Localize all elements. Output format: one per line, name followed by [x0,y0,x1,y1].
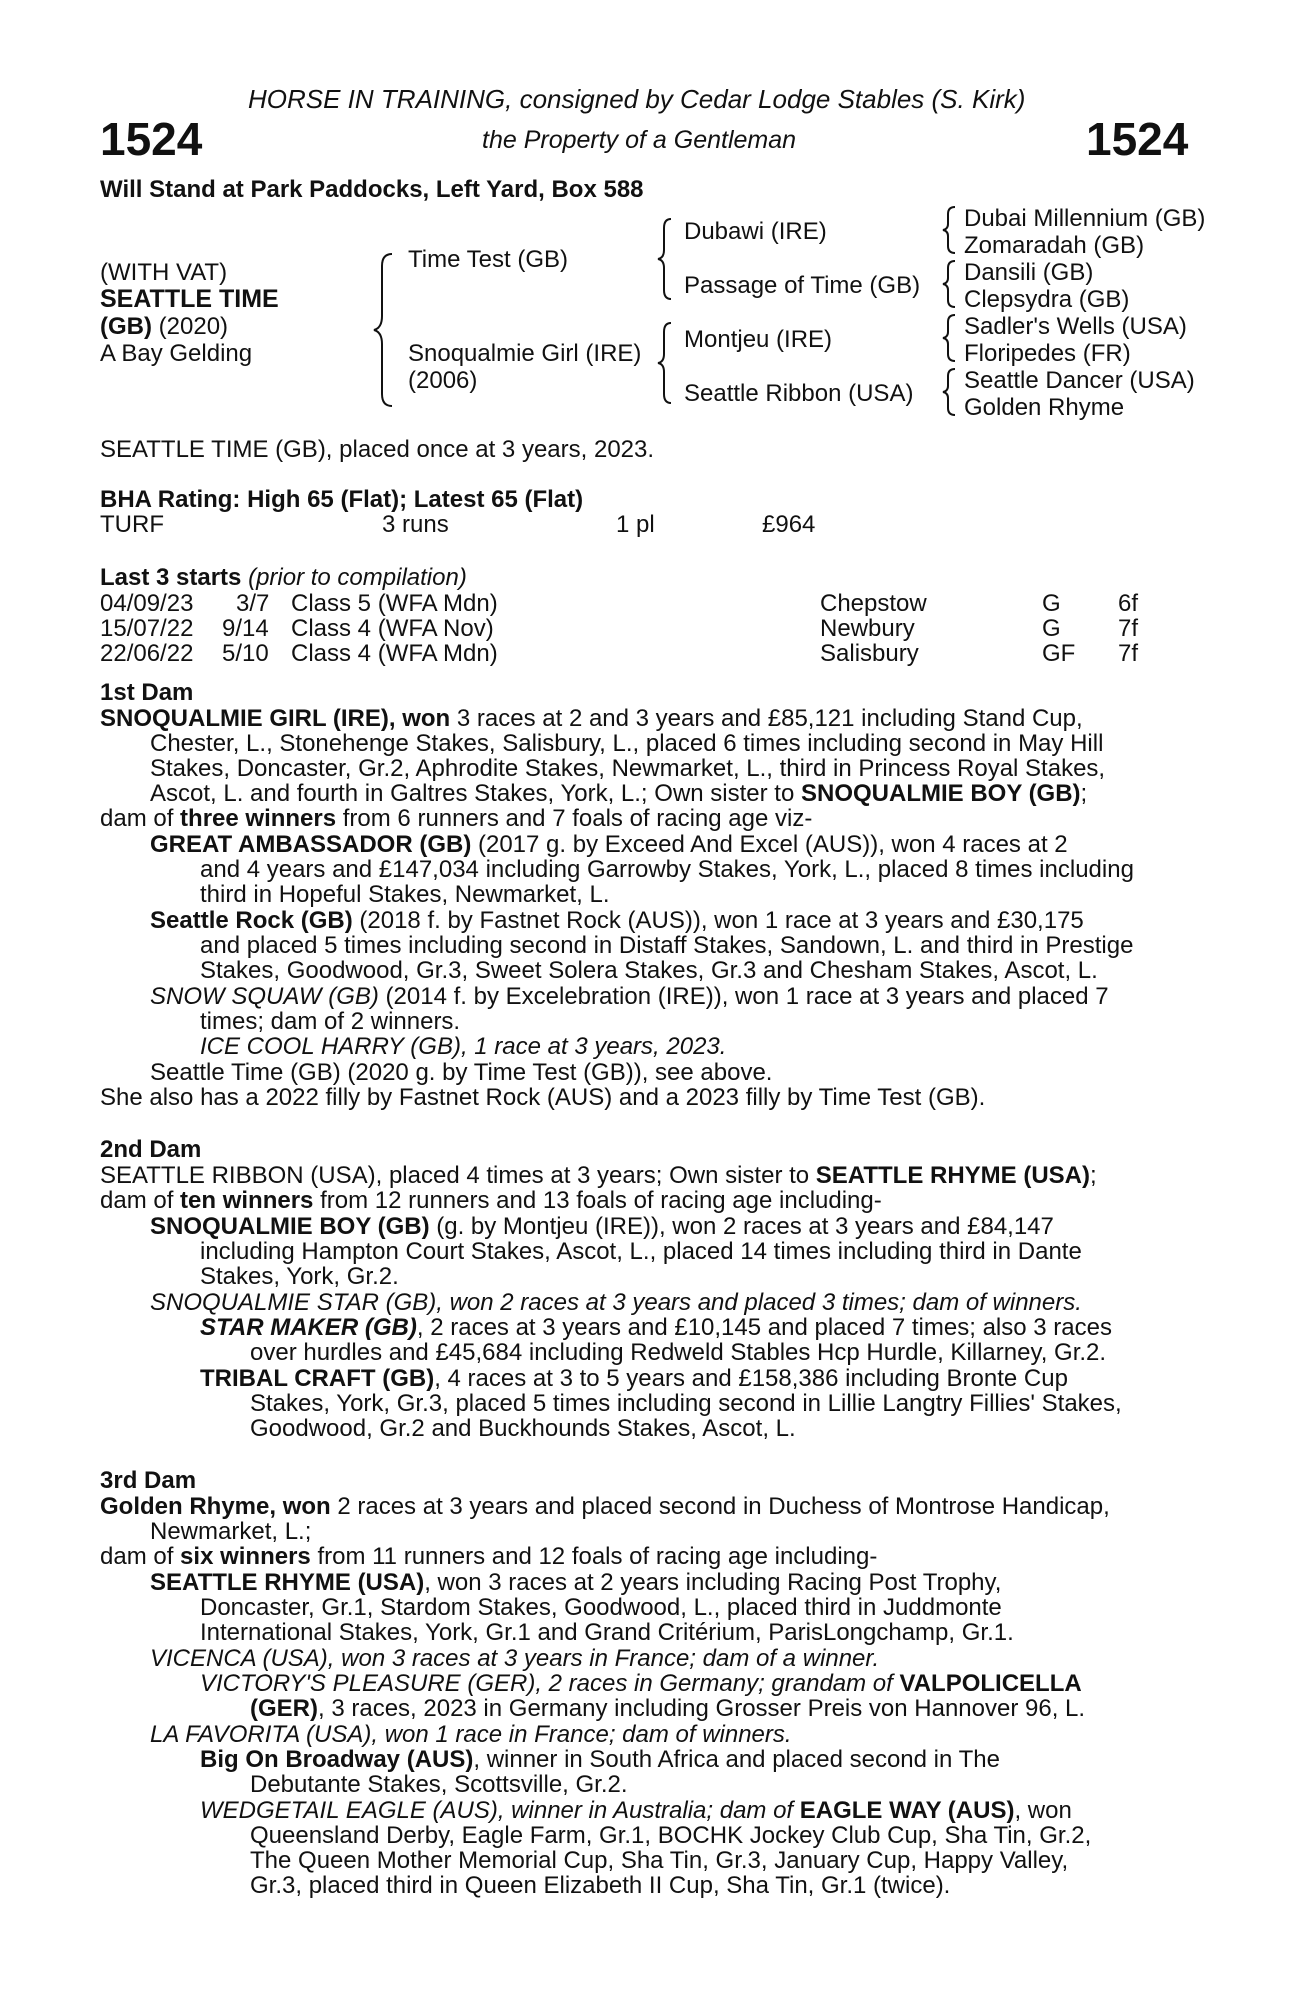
produce-entry [150,984,1109,1010]
produce-entry: Stakes, Goodwood, Gr.3, Sweet Solera Stakes, Gr.3 and Chesham Stakes, Ascot, L. [200,957,1098,984]
produce-entry [150,1570,1001,1596]
produce-entry [150,832,1068,858]
sire-dam: Passage of Time (GB) [684,272,921,299]
start-course: Salisbury [820,640,919,667]
pedigree-brace-g3 [940,312,960,364]
produce-entry: over hurdles and £45,684 including Redweld Stables Hcp Hurdle, Killarney, Gr.2. [250,1339,1107,1366]
produce-entry: SNOQUALMIE STAR (GB), won 2 races at 3 years and placed 3 times; dam of winners. [150,1289,1082,1316]
grandparent-5: Sadler's Wells (USA) [964,313,1187,340]
produce-name: STAR MAKER (GB) [200,1314,417,1341]
start-distance: 6f [1118,590,1139,617]
horse-name: SEATTLE TIME [100,285,279,313]
property-line: the Property of a Gentleman [482,126,797,154]
start-going: G [1042,590,1061,617]
produce-text: , 2 races at 3 years and £10,145 and placed 7 times; also 3 races [416,1314,1112,1341]
produce-entry: The Queen Mother Memorial Cup, Sha Tin, Gr.3, January Cup, Happy Valley, [250,1847,1069,1874]
rating-placings: 1 pl [616,511,655,538]
start-distance: 7f [1118,640,1139,667]
produce-entry: VICENCA (USA), won 3 races at 3 years in France; dam of a winner. [150,1645,880,1672]
grandparent-8: Golden Rhyme [964,394,1125,421]
produce-entry: ICE COOL HARRY (GB), 1 race at 3 years, 2023. [200,1033,727,1060]
sire-sire: Dubawi (IRE) [684,218,827,245]
winner-count: ten winners [180,1187,314,1214]
start-date: 22/06/22 [100,640,194,667]
start-position: 3/7 [236,590,270,617]
produce-entry: third in Hopeful Stakes, Newmarket, L. [200,881,610,908]
rating-surface: TURF [100,511,164,538]
produce-name: SNOW SQUAW (GB) [150,983,379,1010]
produce-entry: Stakes, York, Gr.2. [200,1263,399,1290]
pedigree-brace-main [370,250,400,410]
pedigree-brace-dam [655,320,677,406]
produce-entry: Queensland Derby, Eagle Farm, Gr.1, BOCHK Jockey Club Cup, Sha Tin, Gr.2, [250,1822,1092,1849]
produce-entry [200,1747,1000,1773]
produce-text: VICTORY'S PLEASURE (GER), 2 races in Germany; grandam of [200,1670,900,1697]
start-going: GF [1042,640,1076,667]
produce-entry [150,1214,1054,1240]
first-dam-text: from 6 runners and 7 foals of racing age viz- [336,805,813,832]
third-dam-name: Golden Rhyme, won [100,1493,331,1520]
produce-name: (GER) [250,1695,318,1722]
produce-name: GREAT AMBASSADOR (GB) [150,831,472,858]
second-dam-text: dam of [100,1187,181,1214]
produce-name: SNOQUALMIE BOY (GB) [150,1213,430,1240]
produce-entry: and placed 5 times including second in Distaff Stakes, Sandown, L. and third in Prestige [200,932,1134,959]
pedigree-brace-g4 [940,366,960,418]
produce-entry: Doncaster, Gr.1, Stardom Stakes, Goodwood, L., placed third in Juddmonte [200,1594,1002,1621]
dam-name: Snoqualmie Girl (IRE) [408,340,642,367]
third-dam-text: from 11 runners and 12 foals of racing age including- [310,1543,878,1570]
produce-text: , 3 races, 2023 in Germany including Grosser Preis von Hannover 96, L. [318,1695,1086,1722]
race-summary: SEATTLE TIME (GB), placed once at 3 years, 2023. [100,436,655,463]
winner-count: three winners [180,805,337,832]
pedigree-brace-g2 [940,258,960,310]
produce-entry: International Stakes, York, Gr.1 and Grand Critérium, ParisLongchamp, Gr.1. [200,1619,1014,1646]
produce-text: (2014 f. by Excelebration (IRE)), won 1 race at 3 years and placed 7 [378,983,1109,1010]
rating-earnings: £964 [762,511,816,538]
produce-name: VALPOLICELLA [899,1670,1082,1697]
start-course: Chepstow [820,590,927,617]
produce-entry: LA FAVORITA (USA), won 1 race in France; dam of winners. [150,1721,792,1748]
dam-dam: Seattle Ribbon (USA) [684,380,914,407]
produce-name: Seattle Rock (GB) [150,907,353,934]
dam-sire: Montjeu (IRE) [684,326,833,353]
produce-entry: and 4 years and £147,034 including Garrowby Stakes, York, L., placed 8 times including [200,856,1134,883]
grandparent-1: Dubai Millennium (GB) [964,205,1206,232]
bha-rating: BHA Rating: High 65 (Flat); Latest 65 (Flat) [100,486,584,513]
produce-text: , won [1014,1797,1072,1824]
last-starts-heading [100,564,467,592]
last-starts-title: Last 3 starts [100,564,242,591]
third-dam-line: Newmarket, L.; [150,1518,312,1545]
produce-name: EAGLE WAY (AUS) [799,1797,1015,1824]
produce-entry [200,1671,1082,1697]
produce-text: (2018 f. by Fastnet Rock (AUS)), won 1 race at 3 years and £30,175 [352,907,1084,934]
rating-runs: 3 runs [382,511,449,538]
horse-origin [100,313,228,341]
start-course: Newbury [820,615,915,642]
produce-entry: She also has a 2022 filly by Fastnet Rock (AUS) and a 2023 filly by Time Test (GB). [100,1084,986,1111]
produce-entry: Gr.3, placed third in Queen Elizabeth II Cup, Sha Tin, Gr.1 (twice). [250,1872,951,1899]
grandparent-4: Clepsydra (GB) [964,286,1130,313]
produce-entry: Stakes, York, Gr.3, placed 5 times including second in Lillie Langtry Fillies' Stakes, [250,1390,1122,1417]
winner-count: six winners [180,1543,311,1570]
sire-name: Time Test (GB) [408,246,569,273]
grandparent-3: Dansili (GB) [964,259,1094,286]
produce-text: , won 3 races at 2 years including Racing Post Trophy, [424,1569,1002,1596]
produce-entry [200,1366,1068,1392]
first-dam-line: Chester, L., Stonehenge Stakes, Salisbury, L., placed 6 times including second in May Hill [150,730,1104,757]
pedigree-brace-sire [655,216,677,302]
sibling-name: SNOQUALMIE BOY (GB) [800,780,1081,807]
first-dam-text: dam of [100,805,181,832]
lot-number-left: 1524 [100,113,203,165]
first-dam-name: SNOQUALMIE GIRL (IRE), won [100,705,451,732]
second-dam-text: ; [1090,1162,1097,1189]
produce-entry: times; dam of 2 winners. [200,1008,461,1035]
produce-entry: Goodwood, Gr.2 and Buckhounds Stakes, Ascot, L. [250,1415,796,1442]
last-starts-note: (prior to compilation) [248,564,467,591]
horse-country: (GB) [100,313,152,340]
sibling-name: SEATTLE RHYME (USA) [815,1162,1090,1189]
start-going: G [1042,615,1061,642]
produce-entry [200,1315,1112,1341]
first-dam-text: 3 races at 2 and 3 years and £85,121 including Stand Cup, [450,705,1083,732]
horse-description: A Bay Gelding [100,340,253,367]
start-date: 15/07/22 [100,615,194,642]
start-position: 9/14 [222,615,269,642]
produce-text: , winner in South Africa and placed second in The [473,1746,1000,1773]
start-race: Class 4 (WFA Nov) [291,615,494,642]
start-race: Class 5 (WFA Mdn) [291,590,498,617]
first-dam-line: Stakes, Doncaster, Gr.2, Aphrodite Stakes, Newmarket, L., third in Princess Royal Stakes, [150,755,1106,782]
produce-name: Big On Broadway (AUS) [200,1746,474,1773]
third-dam-text: 2 races at 3 years and placed second in Duchess of Montrose Handicap, [330,1493,1110,1520]
vat-note: (WITH VAT) [100,259,228,286]
first-dam-line [100,706,1083,732]
lot-number-right: 1524 [1086,113,1189,165]
produce-entry [250,1696,1085,1722]
start-position: 5/10 [222,640,269,667]
produce-entry: including Hampton Court Stakes, Ascot, L., placed 14 times including third in Dante [200,1238,1082,1265]
second-dam-text: SEATTLE RIBBON (USA), placed 4 times at 3 years; Own sister to [100,1162,816,1189]
produce-entry [200,1798,1072,1824]
start-date: 04/09/23 [100,590,194,617]
second-dam-heading: 2nd Dam [100,1136,202,1163]
produce-entry: Debutante Stakes, Scottsville, Gr.2. [250,1771,628,1798]
consignor-line: HORSE IN TRAINING, consigned by Cedar Lodge Stables (S. Kirk) [248,84,1026,114]
second-dam-text: from 12 runners and 13 foals of racing age including- [313,1187,882,1214]
first-dam-heading: 1st Dam [100,679,194,706]
third-dam-heading: 3rd Dam [100,1467,197,1494]
horse-year: (2020) [158,313,229,340]
first-dam-line [150,781,1087,807]
pedigree-brace-g1 [940,204,960,256]
third-dam-line [100,1544,877,1570]
dam-year: (2006) [408,367,478,394]
stabling-location: Will Stand at Park Paddocks, Left Yard, Box 588 [100,176,644,203]
second-dam-line [100,1163,1097,1189]
first-dam-line [100,806,812,832]
grandparent-2: Zomaradah (GB) [964,232,1145,259]
produce-text: (g. by Montjeu (IRE)), won 2 races at 3 years and £84,147 [429,1213,1054,1240]
third-dam-line [100,1494,1110,1520]
produce-name: TRIBAL CRAFT (GB) [200,1365,435,1392]
grandparent-6: Floripedes (FR) [964,340,1131,367]
first-dam-text: ; [1080,780,1088,807]
start-distance: 7f [1118,615,1139,642]
start-race: Class 4 (WFA Mdn) [291,640,498,667]
first-dam-text: Ascot, L. and fourth in Galtres Stakes, York, L.; Own sister to [150,780,801,807]
second-dam-line [100,1188,882,1214]
produce-text: (2017 g. by Exceed And Excel (AUS)), won 4 races at 2 [471,831,1068,858]
produce-entry: Seattle Time (GB) (2020 g. by Time Test (GB)), see above. [150,1059,773,1086]
produce-name: SEATTLE RHYME (USA) [150,1569,425,1596]
produce-text: WEDGETAIL EAGLE (AUS), winner in Australia; dam of [200,1797,800,1824]
third-dam-text: dam of [100,1543,181,1570]
produce-text: , 4 races at 3 to 5 years and £158,386 including Bronte Cup [434,1365,1068,1392]
produce-entry [150,908,1084,934]
grandparent-7: Seattle Dancer (USA) [964,367,1195,394]
